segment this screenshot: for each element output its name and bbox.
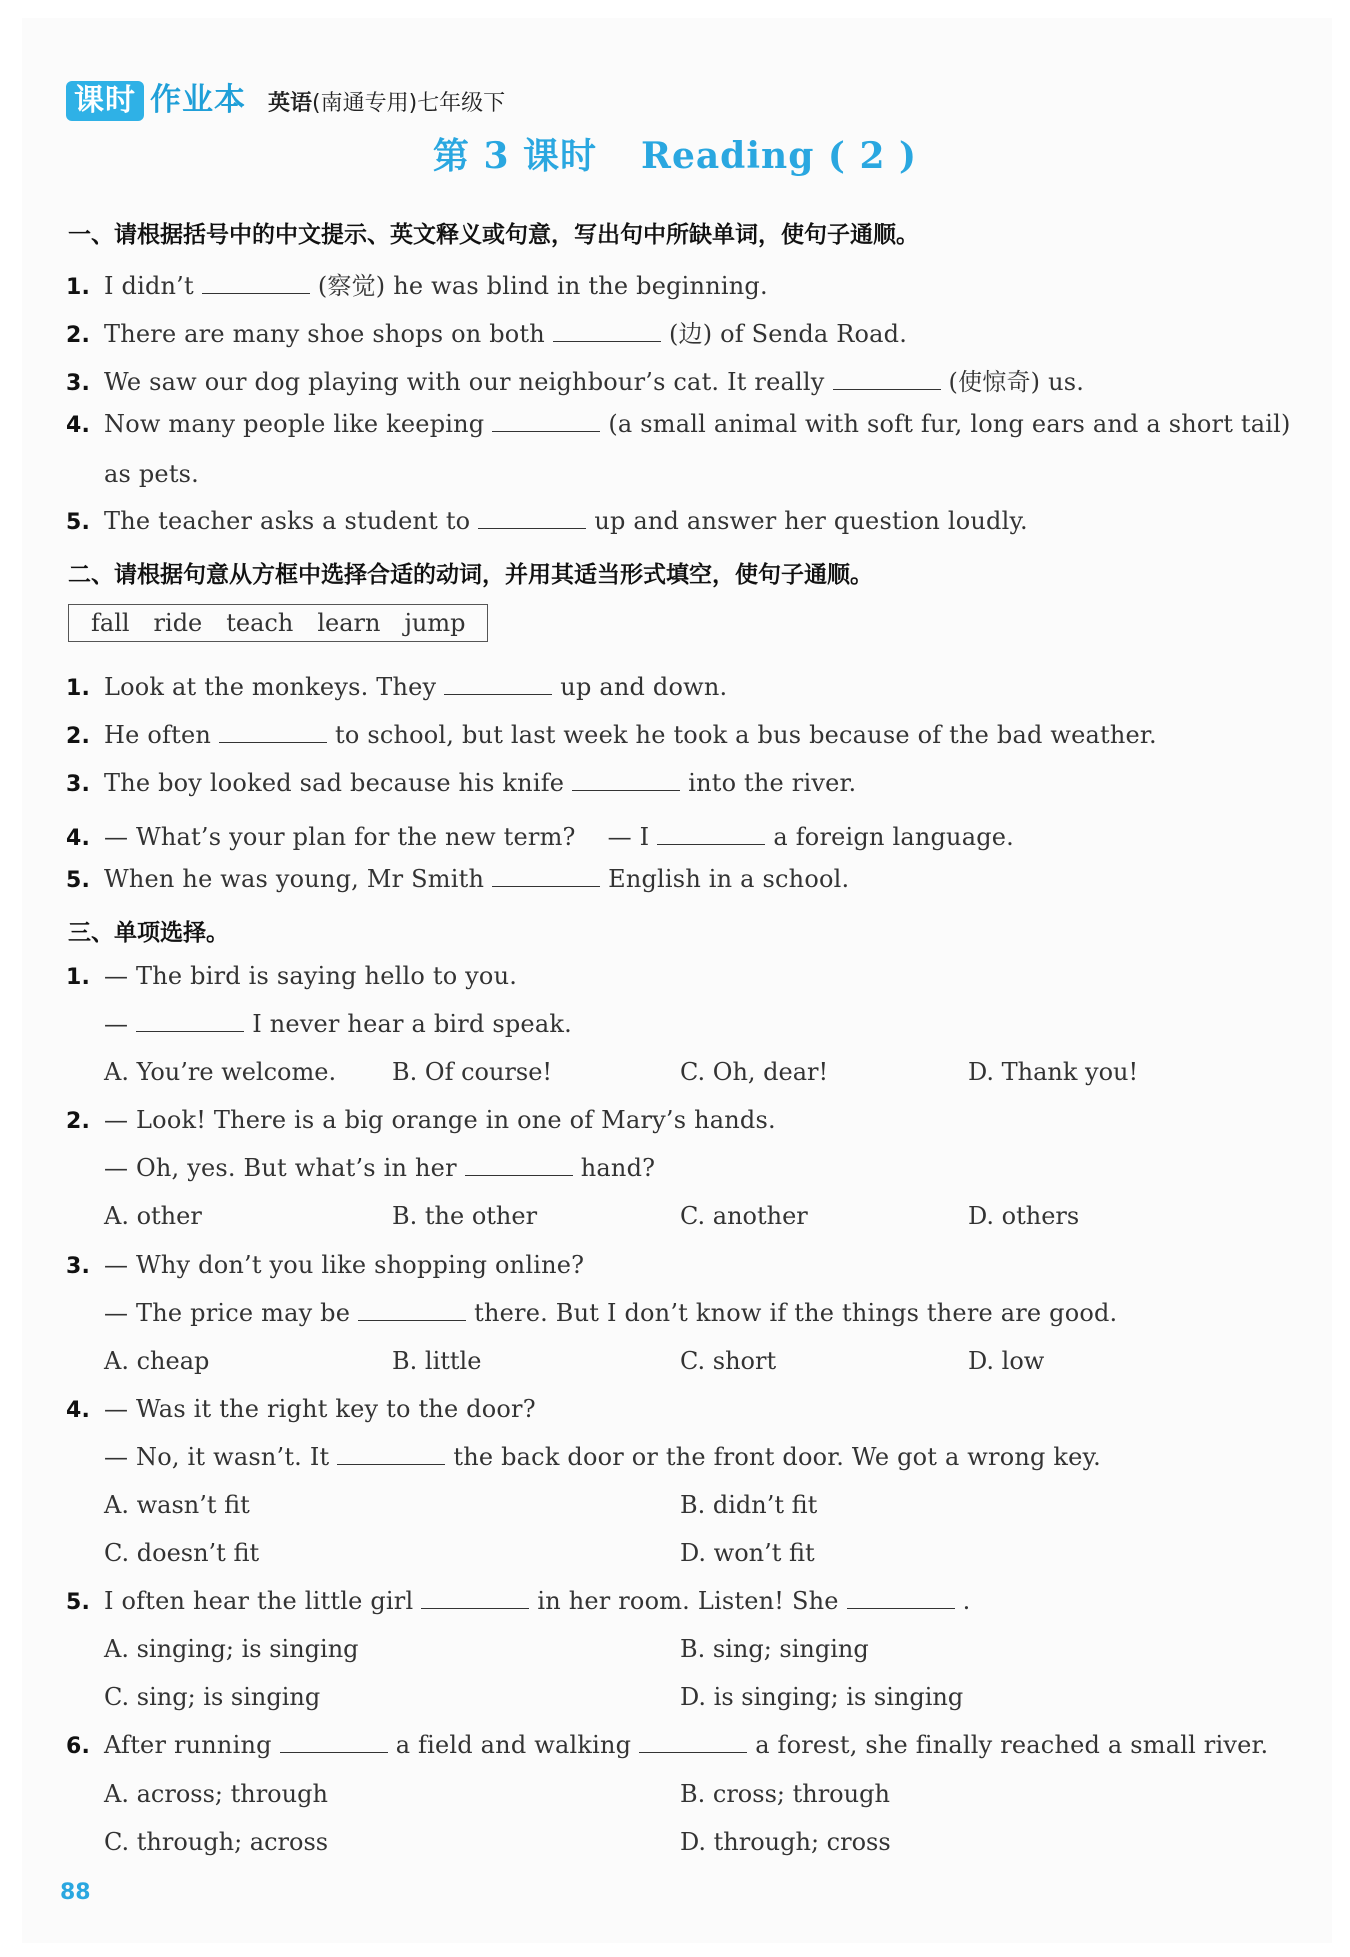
answer-blank[interactable] (219, 724, 327, 743)
answer-blank[interactable] (492, 868, 600, 887)
s3-q3-line2: — The price may be there. But I don’t know if the things there are good. (104, 1299, 1118, 1327)
word: ride (153, 609, 203, 637)
s3-q1-line1: 1. — The bird is saying hello to you. (66, 962, 518, 990)
option-b[interactable]: B. the other (392, 1202, 538, 1230)
answer-blank[interactable] (202, 275, 310, 294)
option-c[interactable]: C. another (680, 1202, 808, 1230)
s3-q4-line1: 4. — Was it the right key to the door? (66, 1395, 536, 1423)
s3-q1-line2: — I never hear a bird speak. (104, 1010, 572, 1038)
s3-q2-line2: — Oh, yes. But what’s in her hand? (104, 1154, 656, 1182)
option-c[interactable]: C. sing; is singing (104, 1683, 321, 1711)
option-c[interactable]: C. through; across (104, 1828, 329, 1856)
answer-blank[interactable] (657, 826, 765, 845)
answer-blank[interactable] (280, 1734, 388, 1753)
option-a[interactable]: A. singing; is singing (104, 1635, 359, 1663)
answer-blank[interactable] (847, 1590, 955, 1609)
answer-blank[interactable] (337, 1446, 445, 1465)
edition: (南通专用)七年级下 (312, 91, 506, 116)
s2-item-3: 3. The boy looked sad because his knife into the river. (66, 769, 857, 797)
option-a[interactable]: A. across; through (104, 1780, 328, 1808)
s1-item-1: 1. I didn’t (察觉) he was blind in the beginning. (66, 272, 768, 300)
option-d[interactable]: D. others (968, 1202, 1080, 1230)
s3-q6-line1: 6. After running a field and walking a forest, she finally reached a small river. (66, 1731, 1269, 1759)
option-d[interactable]: D. is singing; is singing (680, 1683, 964, 1711)
title-reading: Reading ( 2 ) (641, 135, 918, 177)
s3-q3-line1: 3. — Why don’t you like shopping online? (66, 1251, 585, 1279)
answer-blank[interactable] (358, 1302, 466, 1321)
option-c[interactable]: C. Oh, dear! (680, 1058, 829, 1086)
header-subtitle (268, 86, 505, 117)
word: jump (404, 609, 466, 637)
option-d[interactable]: D. through; cross (680, 1828, 891, 1856)
answer-blank[interactable] (572, 772, 680, 791)
section3-heading: 三、单项选择。 (68, 920, 229, 946)
answer-blank[interactable] (492, 413, 600, 432)
option-a[interactable]: A. other (104, 1202, 202, 1230)
option-b[interactable]: B. little (392, 1347, 482, 1375)
logo-box: 课时 (66, 81, 144, 121)
s3-q4-line2: — No, it wasn’t. It the back door or the front door. We got a wrong key. (104, 1443, 1101, 1471)
s1-item-4-cont: as pets. (104, 460, 200, 488)
subject: 英语 (268, 91, 313, 116)
option-c[interactable]: C. short (680, 1347, 777, 1375)
s3-q2-line1: 2. — Look! There is a big orange in one of Mary’s hands. (66, 1106, 776, 1134)
option-d[interactable]: D. won’t fit (680, 1539, 815, 1567)
s3-q5-line1: 5. I often hear the little girl in her room. Listen! She . (66, 1587, 971, 1615)
word: teach (226, 609, 294, 637)
answer-blank[interactable] (478, 510, 586, 529)
s2-item-5: 5. When he was young, Mr Smith English in a school. (66, 865, 850, 893)
answer-blank[interactable] (465, 1157, 573, 1176)
word-box (68, 604, 488, 642)
answer-blank[interactable] (833, 371, 941, 390)
title-lesson: 第 3 课时 (432, 135, 598, 177)
s2-item-2: 2. He often to school, but last week he took a bus because of the bad weather. (66, 721, 1157, 749)
option-c[interactable]: C. doesn’t fit (104, 1539, 260, 1567)
header (66, 74, 505, 121)
s2-item-4: 4. — What’s your plan for the new term? — I a foreign language. (66, 823, 1015, 851)
answer-blank[interactable] (136, 1013, 244, 1032)
s1-item-4: 4. Now many people like keeping (a small animal with soft fur, long ears and a short tail) (66, 410, 1291, 438)
answer-blank[interactable] (553, 323, 661, 342)
page-number: 88 (60, 1880, 91, 1905)
option-d[interactable]: D. Thank you! (968, 1058, 1139, 1086)
answer-blank[interactable] (421, 1590, 529, 1609)
option-b[interactable]: B. sing; singing (680, 1635, 869, 1663)
page-title (0, 128, 1350, 179)
option-b[interactable]: B. Of course! (392, 1058, 553, 1086)
word: fall (91, 609, 130, 637)
s1-item-3: 3. We saw our dog playing with our neighbour’s cat. It really (使惊奇) us. (66, 368, 1085, 396)
section2-heading: 二、请根据句意从方框中选择合适的动词，并用其适当形式填空，使句子通顺。 (68, 562, 873, 588)
logo-text: 作业本 (150, 82, 246, 118)
option-b[interactable]: B. didn’t fit (680, 1491, 818, 1519)
s1-item-2: 2. There are many shoe shops on both (边) of Senda Road. (66, 320, 908, 348)
s2-item-1: 1. Look at the monkeys. They up and down. (66, 673, 728, 701)
answer-blank[interactable] (444, 676, 552, 695)
option-b[interactable]: B. cross; through (680, 1780, 890, 1808)
section1-heading: 一、请根据括号中的中文提示、英文释义或句意，写出句中所缺单词，使句子通顺。 (68, 222, 919, 248)
option-a[interactable]: A. cheap (104, 1347, 210, 1375)
word: learn (317, 609, 381, 637)
answer-blank[interactable] (639, 1734, 747, 1753)
option-a[interactable]: A. wasn’t fit (104, 1491, 250, 1519)
option-a[interactable]: A. You’re welcome. (104, 1058, 337, 1086)
s1-item-5: 5. The teacher asks a student to up and answer her question loudly. (66, 507, 1028, 535)
option-d[interactable]: D. low (968, 1347, 1045, 1375)
